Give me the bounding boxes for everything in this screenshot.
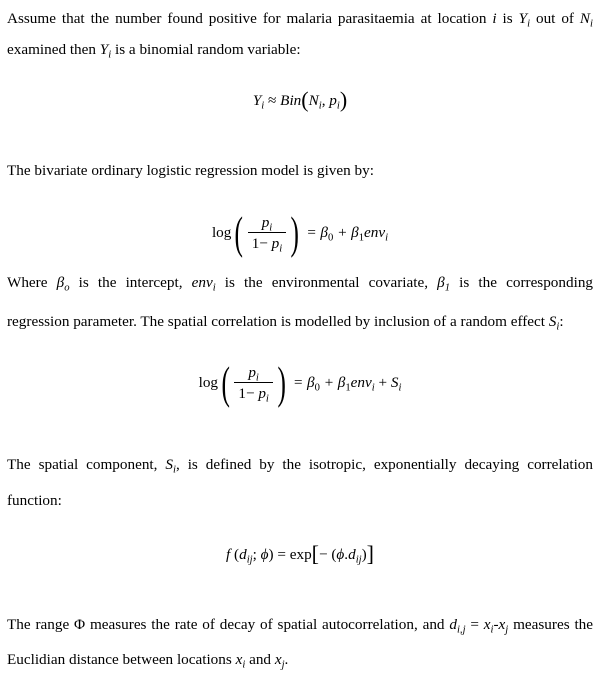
math-function: ) = exp: [268, 546, 312, 563]
math-symbol: x: [274, 651, 282, 668]
fraction-numerator: $p_i$: [248, 213, 287, 233]
text-run: Where: [7, 274, 57, 291]
paragraph-3-line-1: [7, 273, 593, 293]
text-run: Assume that the number found positive for malaria parasitaemia at location: [7, 10, 493, 27]
math-symbol: x: [498, 616, 506, 633]
math-symbol: d: [449, 616, 457, 633]
math-subscript: i: [261, 100, 265, 112]
math-subscript: j: [281, 659, 285, 671]
equation-correlation-function: [0, 542, 600, 567]
math-operator: .: [344, 546, 349, 563]
fraction-numerator: $p_i$: [234, 363, 273, 383]
fraction: [248, 213, 287, 254]
equation-binomial: [0, 88, 600, 113]
math-subscript: i: [527, 18, 531, 30]
text-run: The bivariate ordinary logistic regression model is given by:: [7, 162, 374, 179]
math-symbol: x: [483, 616, 491, 633]
math-function: f: [226, 546, 231, 563]
math-symbol: ϕ: [336, 546, 345, 563]
math-function: Bin: [280, 92, 302, 109]
math-symbol: p: [329, 92, 337, 109]
math-subscript: i: [212, 282, 216, 294]
text-run: function:: [7, 492, 62, 509]
text-run: examined then: [7, 41, 100, 58]
paragraph-4-line-1: [7, 455, 593, 475]
text-run: out of: [530, 10, 580, 27]
math-symbol: β: [437, 274, 445, 291]
math-operator: =: [465, 616, 484, 633]
text-run: measures the: [508, 616, 593, 633]
math-operator: -: [493, 616, 499, 633]
math-subscript: ij: [355, 554, 362, 566]
right-paren: ): [277, 357, 286, 408]
left-paren: (: [234, 207, 244, 258]
paragraph-5-line-2: [7, 650, 593, 670]
text-run: The range Φ measures the rate of decay of spatial autocorrelation, and: [7, 616, 450, 633]
text-run: is a binomial random variable:: [111, 41, 301, 58]
math-symbol: d: [239, 546, 247, 563]
math-subscript: 1: [444, 282, 451, 294]
math-symbol: i: [492, 10, 497, 27]
math-function: log: [198, 374, 219, 391]
math-symbol: x: [235, 651, 243, 668]
text-run: , is defined by the isotropic, exponentially decaying correlation: [175, 456, 593, 473]
text-run: is: [496, 10, 519, 27]
math-symbol: env: [191, 274, 213, 291]
paragraph-3-line-2: [7, 312, 593, 332]
math-symbol: d: [348, 546, 356, 563]
math-subscript: i: [242, 659, 246, 671]
math-operator: − (: [319, 546, 337, 563]
math-subscript: i,j: [456, 624, 466, 636]
text-run: is the environmental covariate,: [215, 274, 438, 291]
math-bracket: (: [230, 546, 240, 563]
paragraph-4-line-2: [7, 491, 593, 511]
math-symbol: N: [579, 10, 591, 27]
math-operator: ≈: [264, 92, 281, 109]
text-run: regression parameter. The spatial correlation is modelled by inclusion of a random effect: [7, 313, 549, 330]
left-paren: (: [221, 357, 230, 408]
math-symbol: Y: [518, 10, 528, 27]
text-run: Euclidian distance between locations: [7, 651, 236, 668]
math-bracket: [: [311, 541, 319, 566]
fraction: [234, 363, 273, 404]
math-subscript: i: [318, 100, 322, 112]
math-symbol: S: [548, 313, 557, 330]
math-bracket: ): [361, 546, 367, 563]
math-symbol: N: [308, 92, 319, 109]
math-symbol: S: [165, 456, 173, 473]
math-subscript: i: [108, 49, 112, 61]
math-function: log: [211, 224, 232, 241]
right-paren: ): [290, 207, 300, 258]
math-symbol: Y: [252, 92, 262, 109]
text-run: is the intercept,: [69, 274, 192, 291]
math-operator: ,: [321, 92, 330, 109]
equation-rhs: = $\beta_0 + \beta_1env_i$: [302, 224, 389, 244]
equation-spatial-logistic: [0, 357, 600, 408]
math-bracket: ): [339, 87, 348, 112]
math-subscript: i: [336, 100, 340, 112]
math-bracket: (: [301, 87, 309, 112]
equation-logistic: [0, 207, 600, 258]
math-subscript: i: [173, 464, 176, 476]
fraction-denominator: $1- p_i$: [251, 234, 283, 255]
math-subscript: o: [64, 282, 70, 294]
paragraph-5-line-1: [7, 615, 593, 635]
math-symbol: ϕ: [260, 546, 269, 563]
text-run: and: [245, 651, 275, 668]
text-run: is the corresponding: [450, 274, 594, 291]
math-operator: ;: [252, 546, 261, 563]
math-subscript: i: [556, 321, 560, 333]
math-subscript: j: [505, 624, 509, 636]
paragraph-2: [7, 161, 593, 181]
text-run: :: [559, 313, 564, 330]
text-run: .: [284, 651, 289, 668]
math-subscript: i: [590, 18, 593, 30]
text-run: The spatial component,: [7, 456, 166, 473]
math-symbol: Y: [99, 41, 109, 58]
paragraph-1-line-2: [7, 40, 593, 60]
fraction-denominator: $1- p_i$: [238, 384, 269, 405]
math-subscript: ij: [246, 554, 253, 566]
math-subscript: i: [490, 624, 494, 636]
paragraph-1-line-1: [7, 9, 593, 29]
equation-rhs: = $\beta_0 + \beta_1env_i + S_i$: [289, 374, 402, 394]
math-bracket: ]: [366, 541, 374, 566]
math-symbol: β: [56, 274, 65, 291]
